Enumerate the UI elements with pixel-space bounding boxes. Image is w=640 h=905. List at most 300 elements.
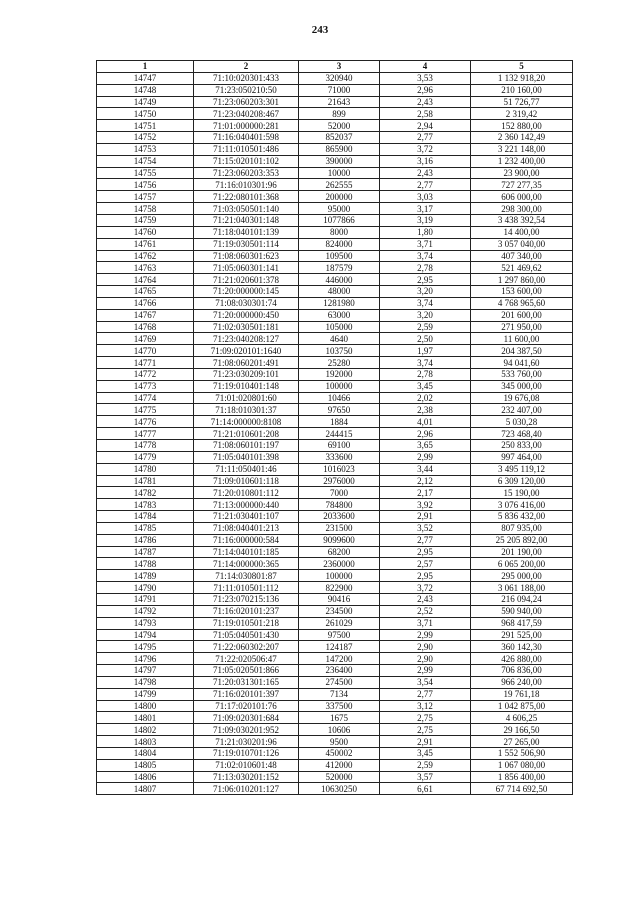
area-cell: 97500: [299, 629, 380, 641]
row-number-cell: 14752: [97, 132, 194, 144]
row-number-cell: 14765: [97, 286, 194, 298]
area-cell: 865900: [299, 143, 380, 155]
cadastral-value-cell: 210 160,00: [471, 84, 573, 96]
specific-value-cell: 3,20: [380, 309, 471, 321]
area-cell: 25280: [299, 357, 380, 369]
row-number-cell: 14786: [97, 534, 194, 546]
specific-value-cell: 1,97: [380, 345, 471, 357]
specific-value-cell: 3,19: [380, 214, 471, 226]
row-number-cell: 14800: [97, 700, 194, 712]
specific-value-cell: 3,65: [380, 440, 471, 452]
cadastral-value-cell: 94 041,60: [471, 357, 573, 369]
table-row: [97, 226, 573, 238]
specific-value-cell: 3,45: [380, 747, 471, 759]
cadastral-value-cell: 295 000,00: [471, 570, 573, 582]
cadastral-number-cell: 71:16:020101:237: [194, 605, 299, 617]
cadastral-value-cell: 1 132 918,20: [471, 72, 573, 84]
cadastral-number-cell: 71:08:040401:213: [194, 522, 299, 534]
row-number-cell: 14788: [97, 558, 194, 570]
header-row: [97, 61, 573, 73]
area-cell: 450002: [299, 747, 380, 759]
cadastral-number-cell: 71:23:060203:301: [194, 96, 299, 108]
cadastral-number-cell: 71:21:020601:378: [194, 274, 299, 286]
row-number-cell: 14807: [97, 783, 194, 795]
cadastral-value-cell: 3 495 119,12: [471, 463, 573, 475]
specific-value-cell: 2,95: [380, 570, 471, 582]
table-row: [97, 214, 573, 226]
row-number-cell: 14783: [97, 499, 194, 511]
cadastral-number-cell: 71:08:060201:491: [194, 357, 299, 369]
area-cell: 21643: [299, 96, 380, 108]
cadastral-number-cell: 71:18:010301:37: [194, 404, 299, 416]
specific-value-cell: 2,75: [380, 712, 471, 724]
cadastral-value-cell: 2 360 142,49: [471, 132, 573, 144]
table-row: [97, 203, 573, 215]
area-cell: 63000: [299, 309, 380, 321]
table-row: [97, 333, 573, 345]
cadastral-value-cell: 1 067 080,00: [471, 759, 573, 771]
area-cell: 68200: [299, 546, 380, 558]
cadastral-number-cell: 71:19:030501:114: [194, 238, 299, 250]
cadastral-number-cell: 71:21:040301:148: [194, 214, 299, 226]
cadastral-value-cell: 291 525,00: [471, 629, 573, 641]
cadastral-number-cell: 71:13:030201:152: [194, 771, 299, 783]
cadastral-number-cell: 71:22:080101:368: [194, 191, 299, 203]
column-header: 3: [299, 61, 380, 73]
table-row: [97, 179, 573, 191]
area-cell: 48000: [299, 286, 380, 298]
cadastral-number-cell: 71:06:010201:127: [194, 783, 299, 795]
row-number-cell: 14776: [97, 416, 194, 428]
row-number-cell: 14782: [97, 487, 194, 499]
area-cell: 7000: [299, 487, 380, 499]
table-row: [97, 629, 573, 641]
table-row: [97, 84, 573, 96]
row-number-cell: 14769: [97, 333, 194, 345]
table-row: [97, 558, 573, 570]
table-row: [97, 747, 573, 759]
cadastral-value-cell: 25 205 892,00: [471, 534, 573, 546]
specific-value-cell: 3,12: [380, 700, 471, 712]
row-number-cell: 14771: [97, 357, 194, 369]
specific-value-cell: 2,77: [380, 179, 471, 191]
cadastral-value-cell: 706 836,00: [471, 665, 573, 677]
cadastral-number-cell: 71:23:060203:353: [194, 167, 299, 179]
cadastral-number-cell: 71:15:020101:102: [194, 155, 299, 167]
cadastral-number-cell: 71:01:020801:60: [194, 392, 299, 404]
area-cell: 899: [299, 108, 380, 120]
cadastral-value-cell: 727 277,35: [471, 179, 573, 191]
row-number-cell: 14803: [97, 736, 194, 748]
row-number-cell: 14795: [97, 641, 194, 653]
area-cell: 2033600: [299, 511, 380, 523]
specific-value-cell: 3,16: [380, 155, 471, 167]
cadastral-number-cell: 71:13:000000:440: [194, 499, 299, 511]
specific-value-cell: 2,17: [380, 487, 471, 499]
area-cell: 333600: [299, 451, 380, 463]
table-row: [97, 167, 573, 179]
cadastral-value-cell: 6 065 200,00: [471, 558, 573, 570]
area-cell: 320940: [299, 72, 380, 84]
table-row: [97, 357, 573, 369]
table-row: [97, 700, 573, 712]
row-number-cell: 14784: [97, 511, 194, 523]
table-row: [97, 712, 573, 724]
area-cell: 109500: [299, 250, 380, 262]
area-cell: 274500: [299, 676, 380, 688]
cadastral-value-cell: 4 768 965,60: [471, 297, 573, 309]
cadastral-value-cell: 3 076 416,00: [471, 499, 573, 511]
row-number-cell: 14787: [97, 546, 194, 558]
cadastral-value-cell: 250 833,00: [471, 440, 573, 452]
area-cell: 100000: [299, 380, 380, 392]
table-row: [97, 522, 573, 534]
row-number-cell: 14757: [97, 191, 194, 203]
area-cell: 187579: [299, 262, 380, 274]
specific-value-cell: 1,80: [380, 226, 471, 238]
specific-value-cell: 2,77: [380, 132, 471, 144]
specific-value-cell: 2,78: [380, 368, 471, 380]
cadastral-value-cell: 14 400,00: [471, 226, 573, 238]
row-number-cell: 14763: [97, 262, 194, 274]
row-number-cell: 14791: [97, 593, 194, 605]
cadastral-value-cell: 533 760,00: [471, 368, 573, 380]
cadastral-number-cell: 71:23:040208:467: [194, 108, 299, 120]
table-row: [97, 676, 573, 688]
cadastral-value-cell: 606 000,00: [471, 191, 573, 203]
row-number-cell: 14762: [97, 250, 194, 262]
row-number-cell: 14764: [97, 274, 194, 286]
row-number-cell: 14766: [97, 297, 194, 309]
cadastral-value-cell: 4 606,25: [471, 712, 573, 724]
cadastral-number-cell: 71:17:020101:76: [194, 700, 299, 712]
cadastral-value-cell: 11 600,00: [471, 333, 573, 345]
row-number-cell: 14770: [97, 345, 194, 357]
cadastral-number-cell: 71:11:050401:46: [194, 463, 299, 475]
area-cell: 71000: [299, 84, 380, 96]
cadastral-value-cell: 232 407,00: [471, 404, 573, 416]
cadastral-number-cell: 71:21:010601:208: [194, 428, 299, 440]
specific-value-cell: 3,54: [380, 676, 471, 688]
area-cell: 1884: [299, 416, 380, 428]
cadastral-value-cell: 298 300,00: [471, 203, 573, 215]
table-row: [97, 345, 573, 357]
cadastral-value-cell: 360 142,30: [471, 641, 573, 653]
cadastral-number-cell: 71:19:010401:148: [194, 380, 299, 392]
cadastral-value-cell: 1 297 860,00: [471, 274, 573, 286]
specific-value-cell: 2,91: [380, 736, 471, 748]
specific-value-cell: 2,96: [380, 84, 471, 96]
cadastral-number-cell: 71:03:050501:140: [194, 203, 299, 215]
row-number-cell: 14753: [97, 143, 194, 155]
row-number-cell: 14781: [97, 475, 194, 487]
specific-value-cell: 3,17: [380, 203, 471, 215]
cadastral-number-cell: 71:20:000000:450: [194, 309, 299, 321]
specific-value-cell: 2,52: [380, 605, 471, 617]
cadastral-number-cell: 71:05:060301:141: [194, 262, 299, 274]
row-number-cell: 14798: [97, 676, 194, 688]
specific-value-cell: 2,58: [380, 108, 471, 120]
row-number-cell: 14790: [97, 582, 194, 594]
cadastral-value-cell: 426 880,00: [471, 653, 573, 665]
specific-value-cell: 4,01: [380, 416, 471, 428]
cadastral-number-cell: 71:16:040401:598: [194, 132, 299, 144]
area-cell: 97650: [299, 404, 380, 416]
area-cell: 234500: [299, 605, 380, 617]
area-cell: 103750: [299, 345, 380, 357]
table-row: [97, 605, 573, 617]
cadastral-number-cell: 71:09:010601:118: [194, 475, 299, 487]
table-row: [97, 143, 573, 155]
specific-value-cell: 2,38: [380, 404, 471, 416]
cadastral-number-cell: 71:21:030201:96: [194, 736, 299, 748]
specific-value-cell: 2,77: [380, 688, 471, 700]
row-number-cell: 14794: [97, 629, 194, 641]
cadastral-number-cell: 71:08:030301:74: [194, 297, 299, 309]
area-cell: 192000: [299, 368, 380, 380]
specific-value-cell: 2,12: [380, 475, 471, 487]
cadastral-value-cell: 3 438 392,54: [471, 214, 573, 226]
specific-value-cell: 2,94: [380, 120, 471, 132]
table-row: [97, 321, 573, 333]
specific-value-cell: 3,44: [380, 463, 471, 475]
cadastral-value-cell: 1 232 400,00: [471, 155, 573, 167]
table-row: [97, 132, 573, 144]
cadastral-number-cell: 71:22:020506:47: [194, 653, 299, 665]
specific-value-cell: 2,78: [380, 262, 471, 274]
cadastral-number-cell: 71:14:030801:87: [194, 570, 299, 582]
table-row: [97, 759, 573, 771]
specific-value-cell: 2,50: [380, 333, 471, 345]
row-number-cell: 14804: [97, 747, 194, 759]
cadastral-number-cell: 71:20:010801:112: [194, 487, 299, 499]
table-row: [97, 546, 573, 558]
area-cell: 95000: [299, 203, 380, 215]
cadastral-value-cell: 3 221 148,00: [471, 143, 573, 155]
cadastral-number-cell: 71:19:010701:126: [194, 747, 299, 759]
specific-value-cell: 2,75: [380, 724, 471, 736]
cadastral-number-cell: 71:08:060101:197: [194, 440, 299, 452]
area-cell: 1016023: [299, 463, 380, 475]
area-cell: 90416: [299, 593, 380, 605]
table-row: [97, 475, 573, 487]
cadastral-number-cell: 71:23:030209:101: [194, 368, 299, 380]
cadastral-value-cell: 29 166,50: [471, 724, 573, 736]
table-row: [97, 191, 573, 203]
cadastral-value-cell: 590 940,00: [471, 605, 573, 617]
cadastral-value-cell: 5 030,28: [471, 416, 573, 428]
table-row: [97, 120, 573, 132]
table-row: [97, 653, 573, 665]
row-number-cell: 14805: [97, 759, 194, 771]
area-cell: 236400: [299, 665, 380, 677]
specific-value-cell: 3,52: [380, 522, 471, 534]
row-number-cell: 14755: [97, 167, 194, 179]
cadastral-number-cell: 71:08:060301:623: [194, 250, 299, 262]
cadastral-number-cell: 71:11:010501:486: [194, 143, 299, 155]
specific-value-cell: 3,74: [380, 250, 471, 262]
specific-value-cell: 2,77: [380, 534, 471, 546]
cadastral-number-cell: 71:02:010601:48: [194, 759, 299, 771]
specific-value-cell: 2,99: [380, 665, 471, 677]
table-row: [97, 499, 573, 511]
area-cell: 852037: [299, 132, 380, 144]
cadastral-value-cell: 1 856 400,00: [471, 771, 573, 783]
table-row: [97, 297, 573, 309]
cadastral-number-cell: 71:23:040208:127: [194, 333, 299, 345]
row-number-cell: 14749: [97, 96, 194, 108]
table-row: [97, 451, 573, 463]
cadastral-number-cell: 71:22:060302:207: [194, 641, 299, 653]
cadastral-value-cell: 407 340,00: [471, 250, 573, 262]
table-row: [97, 511, 573, 523]
area-cell: 824000: [299, 238, 380, 250]
row-number-cell: 14754: [97, 155, 194, 167]
cadastral-number-cell: 71:05:040101:398: [194, 451, 299, 463]
table-body: [97, 72, 573, 794]
table-row: [97, 155, 573, 167]
cadastral-number-cell: 71:09:030201:952: [194, 724, 299, 736]
cadastral-value-cell: 1 042 875,00: [471, 700, 573, 712]
cadastral-value-cell: 204 387,50: [471, 345, 573, 357]
specific-value-cell: 3,71: [380, 238, 471, 250]
specific-value-cell: 3,57: [380, 771, 471, 783]
table-row: [97, 96, 573, 108]
table-row: [97, 783, 573, 795]
column-header: 5: [471, 61, 573, 73]
area-cell: 784800: [299, 499, 380, 511]
cadastral-number-cell: 71:09:020101:1640: [194, 345, 299, 357]
table-row: [97, 286, 573, 298]
cadastral-number-cell: 71:23:050210:50: [194, 84, 299, 96]
table-row: [97, 392, 573, 404]
cadastral-value-cell: 201 600,00: [471, 309, 573, 321]
cadastral-number-cell: 71:14:000000:365: [194, 558, 299, 570]
area-cell: 7134: [299, 688, 380, 700]
cadastral-number-cell: 71:23:070215:136: [194, 593, 299, 605]
row-number-cell: 14778: [97, 440, 194, 452]
row-number-cell: 14801: [97, 712, 194, 724]
cadastral-value-cell: 51 726,77: [471, 96, 573, 108]
table-row: [97, 724, 573, 736]
area-cell: 2976000: [299, 475, 380, 487]
area-cell: 1675: [299, 712, 380, 724]
area-cell: 52000: [299, 120, 380, 132]
row-number-cell: 14767: [97, 309, 194, 321]
table-container: [96, 60, 572, 795]
column-header: 1: [97, 61, 194, 73]
cadastral-value-cell: 1 552 506,90: [471, 747, 573, 759]
area-cell: 9500: [299, 736, 380, 748]
area-cell: 10466: [299, 392, 380, 404]
table-row: [97, 534, 573, 546]
table-row: [97, 736, 573, 748]
area-cell: 8000: [299, 226, 380, 238]
specific-value-cell: 3,03: [380, 191, 471, 203]
table-row: [97, 416, 573, 428]
table-row: [97, 593, 573, 605]
table-row: [97, 309, 573, 321]
area-cell: 261029: [299, 617, 380, 629]
specific-value-cell: 2,90: [380, 641, 471, 653]
table-row: [97, 582, 573, 594]
specific-value-cell: 2,90: [380, 653, 471, 665]
table-row: [97, 440, 573, 452]
area-cell: 822900: [299, 582, 380, 594]
table-row: [97, 250, 573, 262]
specific-value-cell: 2,95: [380, 274, 471, 286]
specific-value-cell: 2,57: [380, 558, 471, 570]
row-number-cell: 14750: [97, 108, 194, 120]
cadastral-number-cell: 71:21:030401:107: [194, 511, 299, 523]
area-cell: 10606: [299, 724, 380, 736]
specific-value-cell: 2,59: [380, 759, 471, 771]
cadastral-value-cell: 5 836 432,00: [471, 511, 573, 523]
area-cell: 4640: [299, 333, 380, 345]
area-cell: 1281980: [299, 297, 380, 309]
cadastral-value-cell: 271 950,00: [471, 321, 573, 333]
cadastral-number-cell: 71:20:000000:145: [194, 286, 299, 298]
row-number-cell: 14760: [97, 226, 194, 238]
specific-value-cell: 2,91: [380, 511, 471, 523]
specific-value-cell: 2,95: [380, 546, 471, 558]
area-cell: 446000: [299, 274, 380, 286]
row-number-cell: 14799: [97, 688, 194, 700]
area-cell: 2360000: [299, 558, 380, 570]
specific-value-cell: 2,96: [380, 428, 471, 440]
row-number-cell: 14774: [97, 392, 194, 404]
table-row: [97, 108, 573, 120]
cadastral-value-cell: 2 319,42: [471, 108, 573, 120]
specific-value-cell: 3,92: [380, 499, 471, 511]
specific-value-cell: 3,71: [380, 617, 471, 629]
row-number-cell: 14802: [97, 724, 194, 736]
table-row: [97, 617, 573, 629]
table-row: [97, 380, 573, 392]
table-row: [97, 404, 573, 416]
area-cell: 9099600: [299, 534, 380, 546]
row-number-cell: 14793: [97, 617, 194, 629]
specific-value-cell: 2,59: [380, 321, 471, 333]
cadastral-number-cell: 71:20:031301:165: [194, 676, 299, 688]
table-row: [97, 688, 573, 700]
specific-value-cell: 3,72: [380, 143, 471, 155]
cadastral-value-cell: 15 190,00: [471, 487, 573, 499]
cadastral-value-cell: 3 061 188,00: [471, 582, 573, 594]
table-row: [97, 368, 573, 380]
cadastral-value-cell: 997 464,00: [471, 451, 573, 463]
row-number-cell: 14785: [97, 522, 194, 534]
cadastral-value-cell: 966 240,00: [471, 676, 573, 688]
area-cell: 200000: [299, 191, 380, 203]
table-row: [97, 262, 573, 274]
cadastral-number-cell: 71:10:020301:433: [194, 72, 299, 84]
specific-value-cell: 3,53: [380, 72, 471, 84]
area-cell: 124187: [299, 641, 380, 653]
cadastral-value-cell: 201 190,00: [471, 546, 573, 558]
row-number-cell: 14758: [97, 203, 194, 215]
row-number-cell: 14797: [97, 665, 194, 677]
row-number-cell: 14772: [97, 368, 194, 380]
cadastral-number-cell: 71:11:010501:112: [194, 582, 299, 594]
table-row: [97, 428, 573, 440]
cadastral-value-cell: 6 309 120,00: [471, 475, 573, 487]
table-row: [97, 570, 573, 582]
row-number-cell: 14789: [97, 570, 194, 582]
area-cell: 1077866: [299, 214, 380, 226]
cadastral-number-cell: 71:05:040501:430: [194, 629, 299, 641]
specific-value-cell: 2,43: [380, 96, 471, 108]
